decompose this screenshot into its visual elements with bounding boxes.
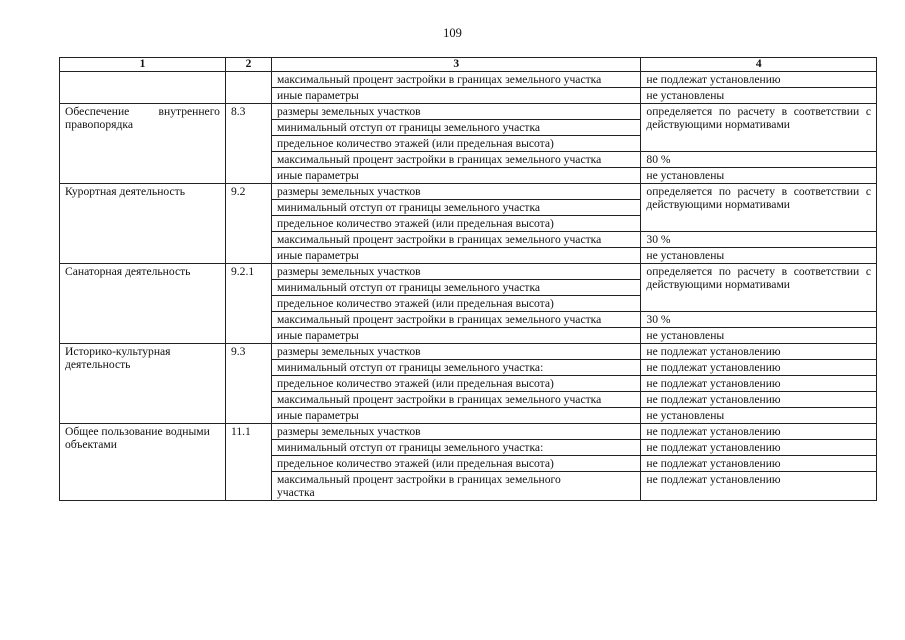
page-number: 109 (443, 26, 462, 40)
param-value: не подлежат установлению (641, 456, 877, 472)
param-value: 30 % (641, 312, 877, 328)
param-value: не установлены (641, 168, 877, 184)
param-sizes: размеры земельных участков (272, 424, 641, 440)
param-max-percent: максимальный процент застройки в границах земельного участка (272, 472, 641, 501)
param-value: не подлежат установлению (641, 424, 877, 440)
param-max-percent: максимальный процент застройки в границах земельного участка (272, 312, 641, 328)
param-max-floors: предельное количество этажей (или предельная высота) (272, 136, 641, 152)
param-value: 80 % (641, 152, 877, 168)
use-type-code: 9.2.1 (225, 264, 271, 344)
use-type-code: 8.3 (225, 104, 271, 184)
param-other: иные параметры (272, 168, 641, 184)
param-value: не подлежат установлению (641, 472, 877, 501)
param-other: иные параметры (272, 328, 641, 344)
param-max-percent: максимальный процент застройки в границах земельного участка (272, 392, 641, 408)
param-value: не подлежат установлению (641, 72, 877, 88)
land-use-parameters-table (59, 57, 877, 501)
use-type-name (60, 72, 226, 104)
param-value: не установлены (641, 88, 877, 104)
header-col-2: 2 (225, 58, 271, 72)
param-max-percent: максимальный процент застройки в границах земельного участка (272, 152, 641, 168)
param-sizes: размеры земельных участков (272, 264, 641, 280)
param-max-floors: предельное количество этажей (или предельная высота) (272, 456, 641, 472)
param-other: иные параметры (272, 88, 641, 104)
param-value: не подлежат установлению (641, 344, 877, 360)
param-value: не установлены (641, 408, 877, 424)
param-min-offset: минимальный отступ от границы земельного участка (272, 120, 641, 136)
use-type-name: Историко-культурная деятельность (60, 344, 226, 424)
use-type-name: Курортная деятельность (60, 184, 226, 264)
param-min-offset: минимальный отступ от границы земельного участка: (272, 440, 641, 456)
table-row (60, 344, 877, 360)
table-row (60, 264, 877, 280)
param-value: не подлежат установлению (641, 392, 877, 408)
param-value: 30 % (641, 232, 877, 248)
param-value: определяется по расчету в соответствии с действующими нормативами (641, 264, 877, 312)
use-type-name: Обеспечение внутреннего правопорядка (60, 104, 226, 184)
use-type-code: 11.1 (225, 424, 271, 501)
use-type-name: Санаторная деятельность (60, 264, 226, 344)
param-min-offset: минимальный отступ от границы земельного участка (272, 280, 641, 296)
header-row (60, 58, 877, 72)
use-type-name: Общее пользование водными объектами (60, 424, 226, 501)
use-type-code: 9.3 (225, 344, 271, 424)
param-min-offset: минимальный отступ от границы земельного участка (272, 200, 641, 216)
param-max-floors: предельное количество этажей (или предельная высота) (272, 216, 641, 232)
use-type-code (225, 72, 271, 104)
header-col-4: 4 (641, 58, 877, 72)
param-max-percent: максимальный процент застройки в границах земельного участка (272, 72, 641, 88)
param-other: иные параметры (272, 248, 641, 264)
param-sizes: размеры земельных участков (272, 104, 641, 120)
table-row (60, 104, 877, 120)
param-value: не подлежат установлению (641, 440, 877, 456)
table-row (60, 72, 877, 88)
param-value: определяется по расчету в соответствии с действующими нормативами (641, 104, 877, 152)
table-row (60, 424, 877, 440)
param-value: не установлены (641, 248, 877, 264)
param-max-floors: предельное количество этажей (или предельная высота) (272, 376, 641, 392)
table-row (60, 184, 877, 200)
param-value: не подлежат установлению (641, 376, 877, 392)
header-col-3: 3 (272, 58, 641, 72)
param-max-floors: предельное количество этажей (или предельная высота) (272, 296, 641, 312)
param-other: иные параметры (272, 408, 641, 424)
use-type-code: 9.2 (225, 184, 271, 264)
header-col-1: 1 (60, 58, 226, 72)
param-value: определяется по расчету в соответствии с действующими нормативами (641, 184, 877, 232)
param-value: не установлены (641, 328, 877, 344)
param-sizes: размеры земельных участков (272, 184, 641, 200)
param-sizes: размеры земельных участков (272, 344, 641, 360)
param-min-offset: минимальный отступ от границы земельного участка: (272, 360, 641, 376)
param-max-percent: максимальный процент застройки в границах земельного участка (272, 232, 641, 248)
param-value: не подлежат установлению (641, 360, 877, 376)
